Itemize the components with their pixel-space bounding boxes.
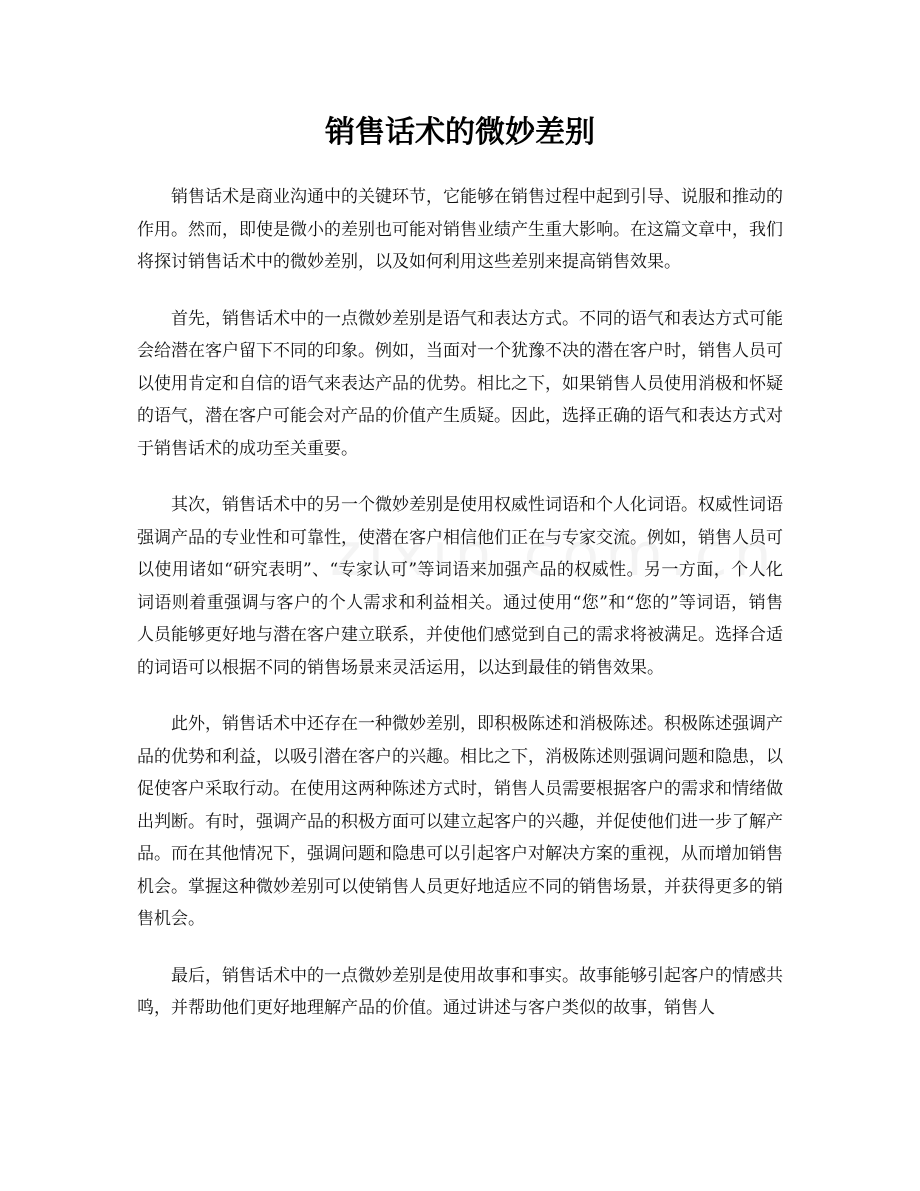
- paragraph-stories: 最后，销售话术中的一点微妙差别是使用故事和事实。故事能够引起客户的情感共鸣，并帮助他们更好地理解产品的价值。通过讲述与客户类似的故事，销售人: [137, 965, 783, 1018]
- document-title: 销售话术的微妙差别: [325, 115, 595, 150]
- paragraph-tone: 首先，销售话术中的一点微妙差别是语气和表达方式。不同的语气和表达方式可能会给潜在客户留下不同的印象。例如，当面对一个犹豫不决的潜在客户时，销售人员可以使用肯定和自信的语气来表达产品的优势。相比之下，如果销售人员使用消极和怀疑的语气，潜在客户可能会对产品的价值产生质疑。因此，选择正确的语气和表达方式对于销售话术的成功至关重要。: [137, 308, 783, 459]
- paragraph-wording: 其次，销售话术中的另一个微妙差别是使用权威性词语和个人化词语。权威性词语强调产品的专业性和可靠性，使潜在客户相信他们正在与专家交流。例如，销售人员可以使用诸如“研究表明”、“专家认可”等词语来加强产品的权威性。另一方面，个人化词语则着重强调与客户的个人需求和利益相关。通过使用“您”和“您的”等词语，销售人员能够更好地与潜在客户建立联系，并使他们感觉到自己的需求将被满足。选择合适的词语可以根据不同的销售场景来灵活运用，以达到最佳的销售效果。: [137, 495, 783, 678]
- paragraph-intro: 销售话术是商业沟通中的关键环节，它能够在销售过程中起到引导、说服和推动的作用。然而，即使是微小的差别也可能对销售业绩产生重大影响。在这篇文章中，我们将探讨销售话术中的微妙差别，以及如何利用这些差别来提高销售效果。: [137, 187, 783, 272]
- document-body: [137, 181, 783, 1049]
- paragraph-statements: 此外，销售话术中还存在一种微妙差别，即积极陈述和消极陈述。积极陈述强调产品的优势和利益，以吸引潜在客户的兴趣。相比之下，消极陈述则强调问题和隐患，以促使客户采取行动。在使用这两种陈述方式时，销售人员需要根据客户的需求和情绪做出判断。有时，强调产品的积极方面可以建立起客户的兴趣，并促使他们进一步了解产品。而在其他情况下，强调问题和隐患可以引起客户对解决方案的重视，从而增加销售机会。掌握这种微妙差别可以使销售人员更好地适应不同的销售场景，并获得更多的销售机会。: [137, 714, 783, 929]
